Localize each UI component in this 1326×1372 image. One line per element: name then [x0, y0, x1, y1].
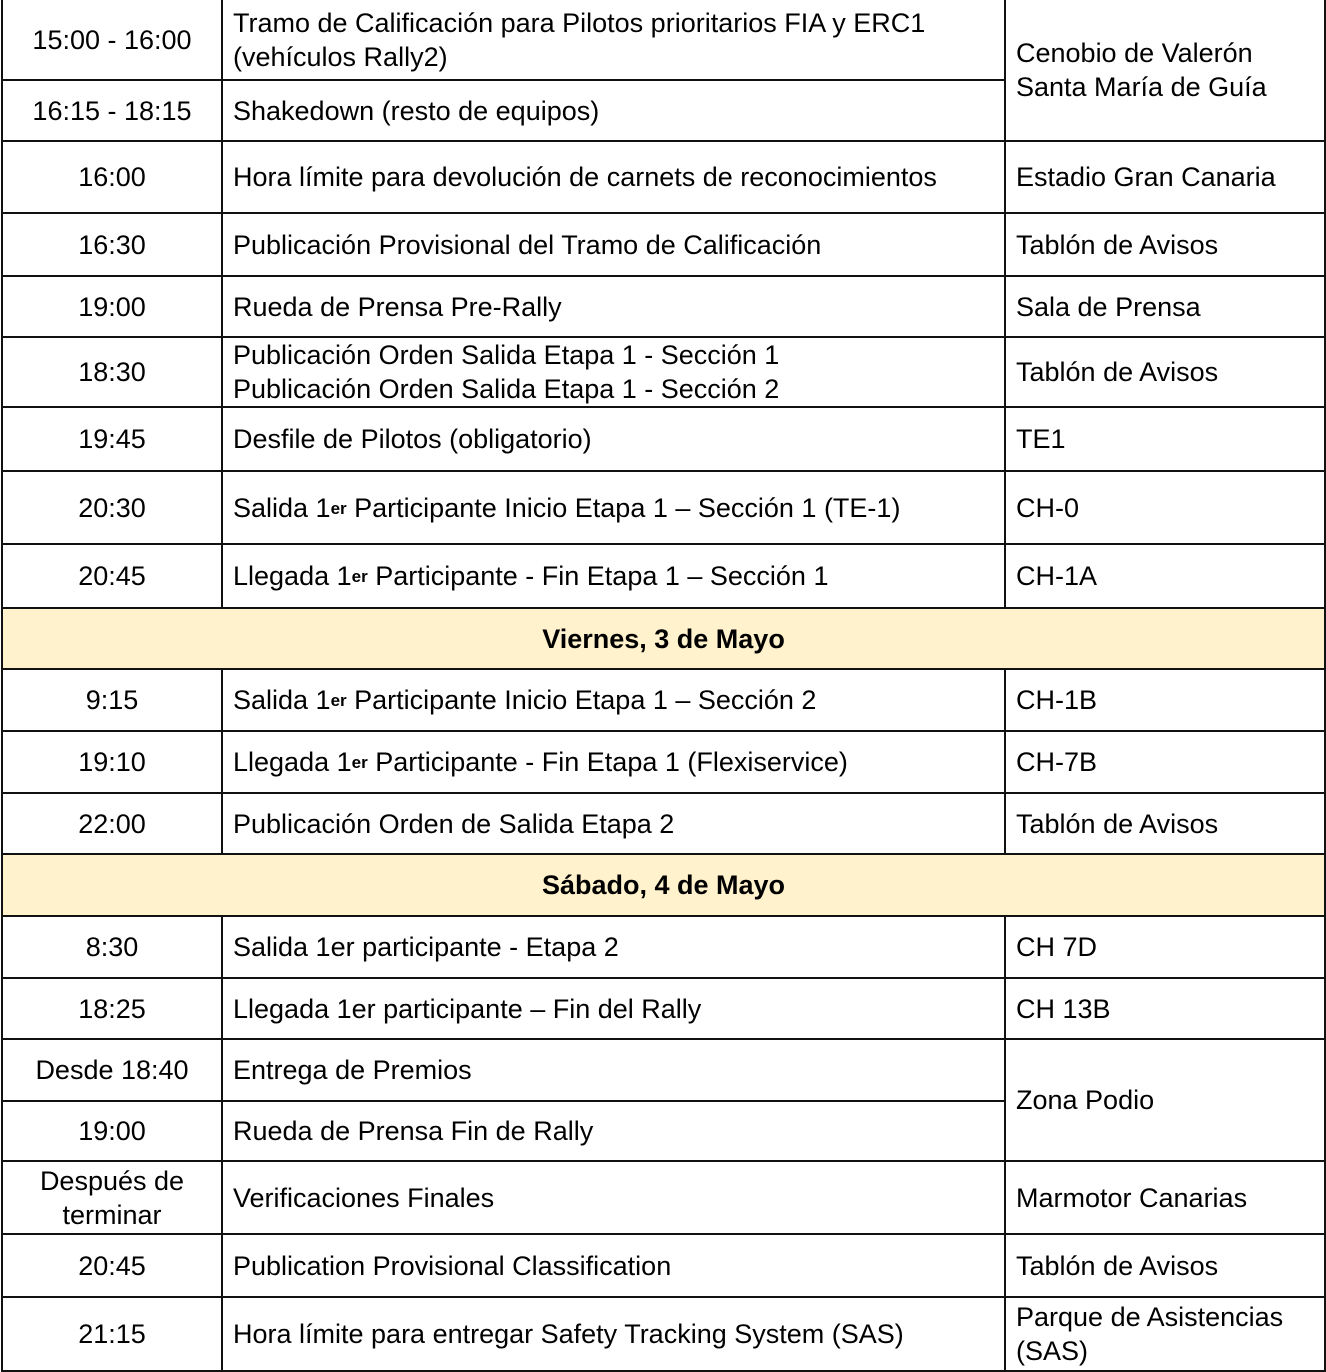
- table-row: [2, 793, 1325, 854]
- location-cell: Tablón de Avisos: [1005, 793, 1325, 854]
- table-row: [2, 1161, 1325, 1234]
- description-cell: [222, 916, 1005, 978]
- ordinal-superscript: er: [351, 753, 368, 772]
- day-header-row: [2, 608, 1325, 669]
- description-cell: [222, 1039, 1005, 1101]
- table-row: [2, 669, 1325, 731]
- description-cell: [222, 141, 1005, 213]
- description-cell: [222, 80, 1005, 141]
- description-line: Publication Provisional Classification: [233, 1250, 672, 1281]
- description-text: Llegada 1: [233, 747, 352, 777]
- time-cell: 8:30: [2, 916, 222, 978]
- description-text: Salida 1: [233, 492, 331, 523]
- description-cell: [222, 793, 1005, 854]
- description-text: Participante - Fin Etapa 1 – Sección 1: [367, 561, 829, 591]
- time-cell: 16:00: [2, 141, 222, 213]
- time-cell: 9:15: [2, 669, 222, 731]
- description-text: Participante Inicio Etapa 1 – Sección 2: [346, 685, 817, 715]
- description-text: Salida 1: [233, 685, 331, 715]
- day-header-row: [2, 854, 1325, 916]
- table-row: [2, 544, 1325, 608]
- location-cell: Zona Podio: [1005, 1039, 1325, 1161]
- location-cell: Marmotor Canarias: [1005, 1161, 1325, 1234]
- table-row: [2, 731, 1325, 793]
- ordinal-superscript: er: [351, 567, 368, 586]
- description-cell: [222, 337, 1005, 407]
- location-cell: Parque de Asistencias (SAS): [1005, 1297, 1325, 1371]
- location-cell: CH-1A: [1005, 544, 1325, 608]
- description-line: Publicación Provisional del Tramo de Calificación: [233, 229, 822, 260]
- location-cell: CH-1B: [1005, 669, 1325, 731]
- time-cell: 22:00: [2, 793, 222, 854]
- table-row: [2, 213, 1325, 276]
- description-cell: [222, 1161, 1005, 1234]
- time-cell: 18:30: [2, 337, 222, 407]
- description-line: Tramo de Calificación para Pilotos prioritarios FIA y ERC1 (vehículos Rally2): [233, 7, 926, 72]
- time-cell: 19:00: [2, 1101, 222, 1161]
- location-cell: Sala de Prensa: [1005, 276, 1325, 337]
- location-cell: CH 7D: [1005, 916, 1325, 978]
- time-cell: 19:00: [2, 276, 222, 337]
- description-cell: [222, 978, 1005, 1039]
- description-line: Publicación Orden de Salida Etapa 2: [233, 808, 675, 839]
- description-cell: [222, 669, 1005, 731]
- table-row: [2, 337, 1325, 407]
- table-row: [2, 471, 1325, 544]
- time-cell: 21:15: [2, 1297, 222, 1371]
- description-text: Participante Inicio Etapa 1 – Sección 1 (TE-1): [346, 492, 901, 523]
- ordinal-superscript: er: [330, 691, 347, 710]
- description-line: Entrega de Premios: [233, 1055, 472, 1085]
- description-cell: [222, 407, 1005, 471]
- time-cell: Después de terminar: [2, 1161, 222, 1234]
- description-cell: [222, 731, 1005, 793]
- location-cell: Cenobio de Valerón Santa María de Guía: [1005, 0, 1325, 141]
- time-cell: 20:45: [2, 544, 222, 608]
- time-cell: 19:10: [2, 731, 222, 793]
- description-cell: [222, 544, 1005, 608]
- table-row: [2, 1297, 1325, 1371]
- time-cell: 15:00 - 16:00: [2, 0, 222, 80]
- time-cell: 20:45: [2, 1234, 222, 1297]
- day-header: Sábado, 4 de Mayo: [2, 854, 1325, 916]
- table-row: [2, 141, 1325, 213]
- table-row: [2, 1039, 1325, 1101]
- location-cell: Tablón de Avisos: [1005, 213, 1325, 276]
- description-text: Participante - Fin Etapa 1 (Flexiservice): [367, 747, 848, 777]
- description-line: Hora límite para devolución de carnets de reconocimientos: [233, 162, 937, 192]
- description-line: Rueda de Prensa Fin de Rally: [233, 1116, 594, 1146]
- location-cell: CH-0: [1005, 471, 1325, 544]
- location-cell: TE1: [1005, 407, 1325, 471]
- description-cell: [222, 0, 1005, 80]
- time-cell: 16:15 - 18:15: [2, 80, 222, 141]
- description-line: Salida 1er participante - Etapa 2: [233, 932, 619, 962]
- description-cell: [222, 471, 1005, 544]
- description-line: Publicación Orden Salida Etapa 1 - Sección 1: [233, 340, 780, 370]
- description-line: Verificaciones Finales: [233, 1182, 495, 1213]
- table-row: [2, 1234, 1325, 1297]
- table-row: [2, 276, 1325, 337]
- time-cell: 18:25: [2, 978, 222, 1039]
- description-cell: [222, 276, 1005, 337]
- description-cell: [222, 1297, 1005, 1371]
- table-row: [2, 916, 1325, 978]
- location-cell: CH-7B: [1005, 731, 1325, 793]
- description-text: Llegada 1: [233, 561, 352, 591]
- description-line: Hora límite para entregar Safety Tracking System (SAS): [233, 1319, 904, 1349]
- description-cell: [222, 1101, 1005, 1161]
- time-cell: 16:30: [2, 213, 222, 276]
- day-header: Viernes, 3 de Mayo: [2, 608, 1325, 669]
- time-cell: Desde 18:40: [2, 1039, 222, 1101]
- table-row: [2, 407, 1325, 471]
- time-cell: 20:30: [2, 471, 222, 544]
- location-cell: Tablón de Avisos: [1005, 1234, 1325, 1297]
- schedule-table: [1, 0, 1326, 1372]
- description-line: Rueda de Prensa Pre-Rally: [233, 291, 562, 322]
- description-cell: [222, 1234, 1005, 1297]
- schedule-body: [2, 0, 1325, 1371]
- table-row: [2, 978, 1325, 1039]
- description-line: Shakedown (resto de equipos): [233, 95, 600, 126]
- description-line: Llegada 1er participante – Fin del Rally: [233, 993, 702, 1024]
- table-row: [2, 0, 1325, 80]
- location-cell: Estadio Gran Canaria: [1005, 141, 1325, 213]
- location-cell: Tablón de Avisos: [1005, 337, 1325, 407]
- description-line: Desfile de Pilotos (obligatorio): [233, 424, 592, 454]
- description-cell: [222, 213, 1005, 276]
- ordinal-superscript: er: [330, 498, 347, 518]
- time-cell: 19:45: [2, 407, 222, 471]
- location-cell: CH 13B: [1005, 978, 1325, 1039]
- description-line: Publicación Orden Salida Etapa 1 - Sección 2: [233, 374, 780, 404]
